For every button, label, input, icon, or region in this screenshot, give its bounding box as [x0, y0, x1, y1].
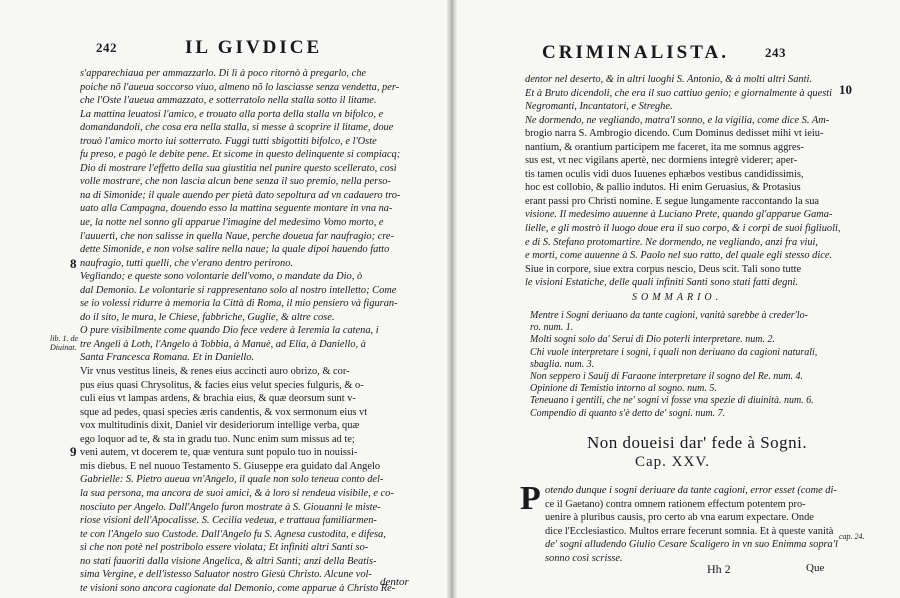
left-margin-note: lib. 1. de Diuinat. [50, 334, 78, 352]
text-line: e di S. Stefano protomartire. Ne dormendo, ne vegliando, anzi fra viui, [525, 236, 819, 248]
signature-mark: Hh 2 [707, 562, 731, 576]
text-line: brogio narra S. Ambrogio dicendo. Cum Dominus dedisset mihi vt ieiu- [525, 128, 824, 140]
text-line: trouò l'amico morto iui sotterrato. Fuggì tutti sbigottiti bifolco, e l'Oste [80, 135, 377, 147]
text-line: sque ad pedes, quasi species æris candentis, & vox sermonum eius vt [80, 406, 368, 418]
left-running-title: IL GIVDICE [185, 37, 323, 58]
text-line: La mattina leuatosi l'amico, e trouato alla porta della stalla vn bifolco, e [80, 108, 384, 120]
text-line: culi eius vt lampas ardens, & brachia eius, & quæ deorsum sunt v- [80, 393, 356, 405]
text-line: do il sito, le mura, le Chiese, fabbriche, Guglie, & altre cose. [80, 311, 335, 323]
chapter-dropcap: P [520, 480, 541, 517]
text-line: te visioni sono ancora cagionate dal Demonio, come apparue à Christo Re- [80, 582, 396, 594]
book-gutter [447, 0, 457, 598]
right-margin-note: cap. 24. [839, 532, 865, 541]
text-line: Compendio di quanto s'è detto de' sogni. num. 7. [530, 407, 726, 419]
text-line: Teneuano i gentili, che ne' sogni vi fosse vna spezie di diuinità. num. 6. [530, 395, 814, 407]
left-body-text [80, 67, 425, 595]
right-page-number: 243 [765, 45, 786, 60]
text-line: sima Vergine, e dell'istesso Saluator nostro Giesù Christo. Alcune vol- [80, 569, 372, 581]
text-line: ce il Gaetano) contra omnem rationem effectum potentem pro- [545, 498, 806, 510]
text-line: visione. Il medesimo auuenne à Luciano Prete, quando gl'apparue Gama- [525, 209, 833, 221]
text-line: nantium, & orantium participem me faceret, ita me somnus aggres- [525, 141, 805, 153]
right-page [457, 0, 900, 598]
text-line: naufragio, tutti quelli, che v'erano dentro perirono. [80, 257, 293, 269]
text-line: pus eius quasi Chrysolitus, & facies eius velut species fulguris, & o- [80, 379, 364, 391]
text-line: sus est, vt nec vigilans apertè, nec dormiens integrè viderer; aper- [525, 155, 798, 167]
text-line: Dio di mostrare l'effetto della sua giustitia nel punire questo scellerato, così [80, 162, 397, 174]
text-line: vox multitudinis dixit, Daniel vir desideriorum intellige verba, quæ [80, 420, 360, 432]
chapter-body-text [545, 484, 845, 565]
text-line: ego loquor ad te, & sta in gradu tuo. Nunc enim sum missus ad te; [80, 433, 355, 445]
sommario-title: SOMMARIO. [632, 292, 723, 303]
text-line: hoc est collobio, & pallio indutos. Hi enim Geruasius, & Protasius [525, 182, 801, 194]
text-line: tis tamen oculis vidi duos Iuuenes ephæbos vestibus candidissimis, [525, 168, 804, 180]
text-line: e morti, come auuenne à S. Paolo nel suo ratto, del quale egli stesso dice. [525, 250, 833, 262]
text-line: Siue in corpore, siue extra corpus nescio, Deus scit. Tali sono tutte [525, 263, 802, 275]
text-line: no stati fauoriti dalla visione Angelica, & altri Santi; anzi della Beatis- [80, 555, 377, 567]
chapter-number: Cap. XXV. [635, 454, 710, 470]
text-line: la sua persona, ma ancora de suoi amici, & à loro si rendeua visibile, e co- [80, 487, 394, 499]
text-line: Et à Bruto dicendoli, che era il suo cattiuo genio; e giornalmente à questi [525, 87, 833, 99]
text-line: riose visioni dell'Apocalisse. S. Cecilia vedeua, e trattaua familiarmen- [80, 515, 377, 527]
text-line: ue, la notte nel sonno gli apparue l'imagine del medesimo Vomo morto, e [80, 217, 384, 229]
text-line: Santa Francesca Romana. Et in Daniello. [80, 352, 255, 364]
text-line: Negromanti, Incantatori, e Streghe. [525, 101, 673, 113]
text-line: domandandoli, che cosa era nella stalla, si messe à scoprire il litame, doue [80, 122, 394, 134]
right-running-title: CRIMINALISTA. [542, 42, 729, 63]
text-line: sbaglia. num. 3. [530, 358, 595, 370]
text-line: sonno così scrisse. [545, 552, 623, 564]
text-line: uato alla Campagna, douendo esso la mattina seguente montare in vna na- [80, 203, 393, 215]
text-line: lielle, e gli mostrò il luogo doue era il suo corpo, & i corpi de suoi figliuoli, [525, 223, 841, 235]
right-margin-number: 10 [839, 82, 852, 97]
text-line: volle mostrare, che non lascia alcun bene senza il suo premio, nella perso- [80, 176, 391, 188]
text-line: erant passi pro Christi nomine. E segue lungamente raccontando la sua [525, 195, 820, 207]
text-line: mis diebus. E nel nuouo Testamento S. Giuseppe era guidato dal Angelo [80, 460, 381, 472]
text-line: dette Simonide, e non volse salire nella naue; la quale dipoi hauendo fatto [80, 244, 390, 256]
sommario-list [530, 310, 850, 420]
text-line: veni autem, vt docerem te, quæ ventura sunt populo tuo in nouissi- [80, 447, 358, 459]
chapter-title: Non doueisi dar' fede à Sogni. [587, 433, 808, 452]
right-body-text [525, 73, 845, 290]
text-line: te con l'Angelo suo Custode. Dall'Angelo fu S. Agnesa custodita, e difesa, [80, 528, 386, 540]
text-line: dice l'Ecclesiastico. Multos errare fecerunt somnia. Et à queste vanità [545, 525, 834, 537]
text-line: se io volessi ridurre à memoria la Città di Roma, il mio pensiero và figuran- [80, 298, 398, 310]
text-line: Chi vuole interpretare i sogni, i quali non deriuano da cagioni naturali, [530, 346, 818, 358]
text-line: dentor nel deserto, & in altri luoghi S. Antonio, & à molti altri Santi. [525, 74, 812, 85]
text-line: Vir vnus vestitus lineis, & renes eius accincti auro obrizo, & cor- [80, 366, 350, 378]
text-line: O pure visibilmente come quando Dio fece vedere à Ieremia la catena, i [80, 325, 379, 337]
left-page [0, 0, 447, 598]
left-margin-number-8: 8 [70, 256, 77, 271]
text-line: ro. num. 1. [530, 322, 574, 334]
text-line: otendo dunque i sogni deriuare da tante cagioni, error esset (come di- [545, 485, 837, 496]
left-page-number: 242 [96, 40, 117, 55]
text-line: fu preso, e pagò le debite pene. Et sicome in questo delinquente si compiacq; [80, 149, 401, 161]
text-line: dal Demonio. Le volontarie si rappresentano solo al nostro intelletto; Come [80, 284, 397, 296]
text-line: l'auuertì, che non salisse in quella Naue, perche doueua far naufragio; cre- [80, 230, 394, 242]
right-catchword: Que [806, 562, 825, 574]
text-line: sì che non potè nel postribolo essere violata; Et infiniti altri Santi so- [80, 542, 369, 554]
text-line: na di Simonide; il quale auendo per pietà dato sepoltura ad vn cadauero tro- [80, 189, 401, 201]
text-line: s'apparechiaua per ammazzarlo. Di lì à poco ritornò à pregarlo, che [80, 68, 367, 79]
text-line: de' sogni alludendo Giulio Cesare Scaligero in vn suo Enimma sopra'l [545, 539, 838, 551]
text-line: tre Angeli à Loth, l'Angelo à Tobbia, à Manuè, ad Elia, à Daniello, à [80, 338, 366, 350]
text-line: nosciuto per Angelo. Dall'Angelo furon mostrate à S. Giouanni le miste- [80, 501, 381, 513]
text-line: uenire à pluribus causis, pro certo ab vna earum expectare. Onde [545, 512, 814, 524]
text-line: Mentre i Sogni deriuano da tante cagioni, vanità sarebbe à creder'lo- [530, 310, 808, 321]
text-line: poiche nõ l'aueua soccorso viuo, almeno nõ lo lasciasse senza vendetta, per- [80, 81, 400, 93]
text-line: Gabrielle: S. Pietro aueua vn'Angelo, il quale non solo teneua conto del- [80, 474, 384, 486]
text-line: Ne dormendo, ne vegliando, matra'l sonno, e la vigilia, come dice S. Am- [525, 114, 830, 126]
text-line: Opinione di Temistio intorno al sogno. num. 5. [530, 383, 717, 395]
text-line: Molti sogni solo da' Serui di Dio poterli interpretare. num. 2. [530, 334, 775, 346]
text-line: Vegliando; e queste sono volontarie dell'vomo, o mandate da Dio, ò [80, 271, 363, 283]
left-catchword: dentor [380, 576, 409, 588]
text-line: Non seppero i Sauij di Faraone interpretare il sogno del Re. num. 4. [530, 370, 804, 382]
left-margin-number-9: 9 [70, 444, 77, 459]
text-line: che l'Oste l'aueua ammazzato, e sotterratolo nella stalla sotto il litame. [80, 95, 377, 107]
text-line: le visioni Estatiche, delle quali infiniti Santi sono stati fatti degni. [525, 277, 799, 289]
